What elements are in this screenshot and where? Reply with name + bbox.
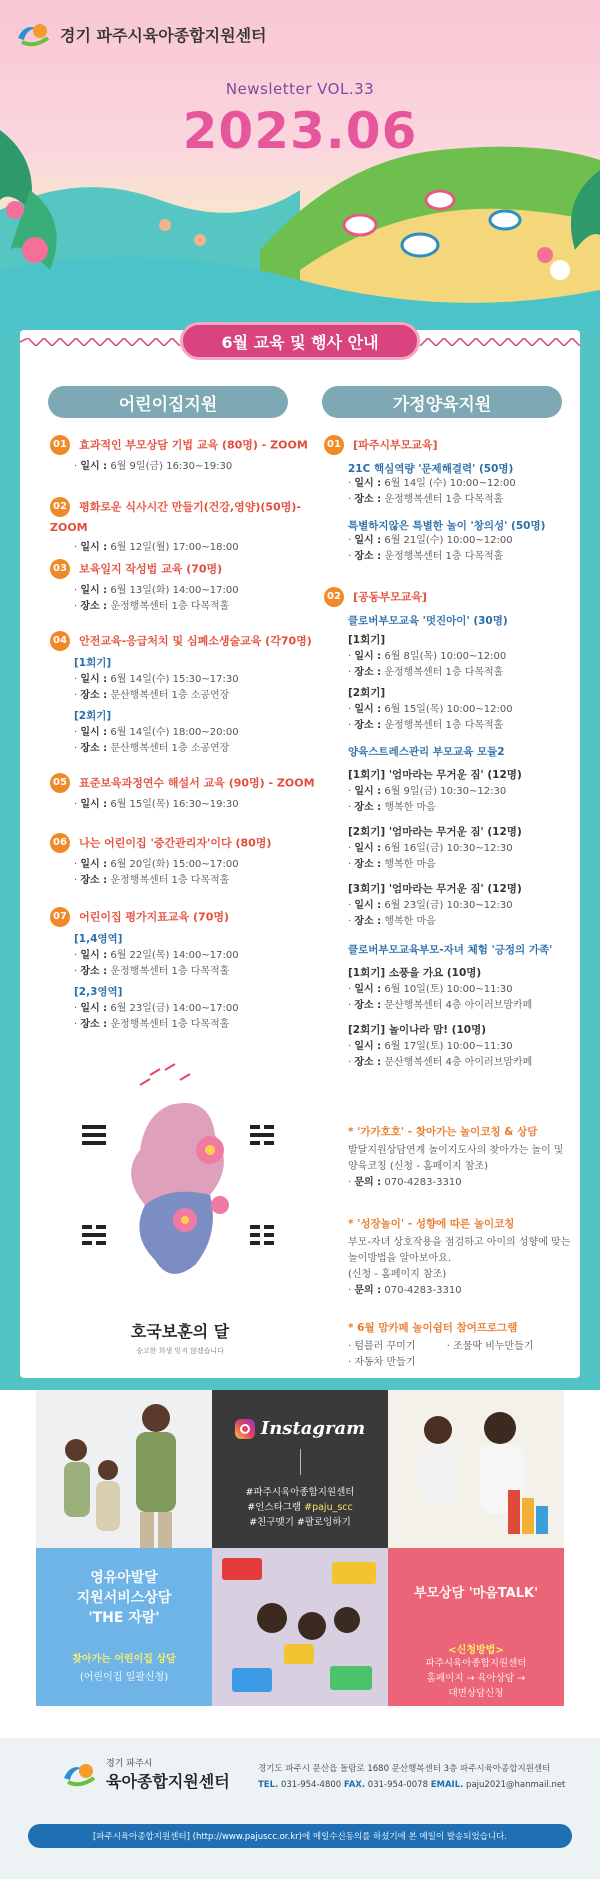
item-line: · 일시 : 6월 8일(목) 10:00~12:00 bbox=[348, 650, 507, 662]
poster-subtitle: 숭고한 희생 잊지 않겠습니다 bbox=[136, 1347, 224, 1355]
line-value: 운정행복센터 1층 다목적홀 bbox=[107, 1018, 230, 1030]
program-title[interactable]: 21C 핵심역량 '문제해결력' (50명) bbox=[348, 462, 514, 475]
fax-value: 031-954-0078 bbox=[365, 1780, 431, 1790]
item-title[interactable]: 안전교육-응급처치 및 심폐소생술교육 (각70명) bbox=[79, 634, 312, 648]
notice-body: (신청 - 홈페이지 참조) bbox=[348, 1269, 447, 1280]
item-line: · 장소 : 운정행복센터 1층 다목적홀 bbox=[348, 666, 504, 678]
item-line: · 일시 : 6월 13일(화) 14:00~17:00 bbox=[74, 584, 239, 596]
line-key: 장소 : bbox=[354, 858, 382, 870]
instagram-promo[interactable] bbox=[212, 1390, 388, 1548]
line-value: 6월 23일(금) 14:00~17:00 bbox=[107, 1002, 239, 1014]
line-value: 6월 9일(금) 10:30~12:30 bbox=[381, 785, 507, 797]
section-title-ribbon bbox=[180, 322, 420, 360]
notice-title[interactable]: * '성장놀이' - 성향에 따른 놀이코칭 bbox=[348, 1218, 515, 1230]
notice-momcafe-programs bbox=[348, 1320, 574, 1371]
line-key: 장소 : bbox=[80, 689, 108, 701]
summer-beach-illustration bbox=[0, 130, 600, 330]
left-item-02 bbox=[50, 496, 320, 556]
item-title[interactable]: 표준보육과정연수 해설서 교육 (90명) - ZOOM bbox=[79, 776, 315, 790]
session-label: [1회기] 소풍을 가요 (10명) bbox=[348, 966, 482, 979]
line-key: 일시 : bbox=[80, 798, 108, 810]
line-value: 운정행복센터 1층 다목적홀 bbox=[381, 550, 504, 562]
item-line: · 일시 : 6월 15일(목) 10:00~12:00 bbox=[348, 703, 513, 715]
line-key: 장소 : bbox=[354, 915, 382, 927]
item-line: · 장소 : 운정행복센터 1층 다목적홀 bbox=[74, 965, 230, 977]
notice-title[interactable]: * 6월 맘카페 놀이쉼터 참여프로그램 bbox=[348, 1322, 518, 1334]
line-value: 6월 14일(수) 15:30~17:30 bbox=[107, 673, 239, 685]
poster-title: 호국보훈의 달 bbox=[130, 1322, 230, 1341]
email-label: EMAIL. bbox=[430, 1780, 464, 1790]
line-key: 장소 : bbox=[354, 550, 382, 562]
contact-key: 문의 : bbox=[354, 1177, 382, 1188]
footer-address: 경기도 파주시 문산읍 돌람로 1680 문산행복센터 3층 파주시육아종합지원센터 bbox=[258, 1764, 551, 1774]
line-value: 운정행복센터 1층 다목적홀 bbox=[107, 874, 230, 886]
line-value: 6월 10일(토) 10:00~11:30 bbox=[381, 983, 513, 995]
line-value: 6월 14일(수) 18:00~20:00 bbox=[107, 726, 239, 738]
notice-body: 발달지원상담연계 놀이지도사의 찾아가는 놀이 및 bbox=[348, 1145, 564, 1156]
program-item: 조물딱 비누만들기 bbox=[453, 1341, 534, 1352]
program-title[interactable]: 클로버부모교육 '멋진아이' (30명) bbox=[348, 614, 508, 627]
daycare-support-heading bbox=[48, 386, 288, 418]
tel-value[interactable]: 031-954-4800 bbox=[278, 1780, 344, 1790]
promo-line: 지원서비스상담 bbox=[76, 1590, 172, 1606]
left-item-06 bbox=[50, 832, 320, 889]
item-line: · 일시 : 6월 20일(화) 15:00~17:00 bbox=[74, 858, 239, 870]
contact-value[interactable]: 070-4283-3310 bbox=[381, 1285, 462, 1296]
line-key: 장소 : bbox=[354, 999, 382, 1011]
line-value: 운정행복센터 1층 다목적홀 bbox=[107, 965, 230, 977]
line-value: 운정행복센터 1층 다목적홀 bbox=[381, 719, 504, 731]
line-value: 6월 9일(금) 16:30~19:30 bbox=[107, 460, 233, 472]
item-line: · 일시 : 6월 23일(금) 14:00~17:00 bbox=[74, 1002, 239, 1014]
item-line: · 일시 : 6월 14일(수) 18:00~20:00 bbox=[74, 726, 239, 738]
subscription-notice[interactable]: [파주시육아종합지원센터] (http://www.pajuscc.or.kr)에 메일수신동의를 하셨기에 본 메일이 발송되었습니다. bbox=[92, 1832, 508, 1842]
line-key: 일시 : bbox=[80, 673, 108, 685]
program-title[interactable]: 클로버부모교육부모-자녀 체험 '긍정의 가족' bbox=[348, 943, 553, 956]
contact-key: 문의 : bbox=[354, 1285, 382, 1296]
org-logo[interactable] bbox=[14, 20, 267, 48]
family-photo-block-play bbox=[388, 1390, 564, 1548]
line-value: 행복한 마음 bbox=[381, 801, 436, 813]
instagram-title: Instagram bbox=[260, 1418, 366, 1439]
item-number: 01 bbox=[324, 435, 344, 455]
promo-sub: 대면상담신청 bbox=[448, 1688, 504, 1699]
line-value: 6월 15일(목) 16:30~19:30 bbox=[107, 798, 239, 810]
item-line: · 일시 : 6월 22일(목) 14:00~17:00 bbox=[74, 949, 239, 961]
line-value: 6월 23일(금) 10:30~12:30 bbox=[381, 899, 513, 911]
item-line: · 일시 : 6월 9일(금) 16:30~19:30 bbox=[74, 460, 233, 472]
korean-flag-map-illustration bbox=[60, 1055, 300, 1305]
line-value: 6월 20일(화) 15:00~17:00 bbox=[107, 858, 239, 870]
line-key: 장소 : bbox=[80, 742, 108, 754]
session-label: [2회기] bbox=[74, 709, 112, 722]
tel-label: TEL. bbox=[258, 1780, 279, 1790]
line-key: 장소 : bbox=[354, 493, 382, 505]
item-line: · 장소 : 행복한 마음 bbox=[348, 801, 436, 813]
item-line: · 일시 : 6월 14일(수) 15:30~17:30 bbox=[74, 673, 239, 685]
section-heading: [파주시부모교육] bbox=[353, 438, 438, 452]
line-key: 일시 : bbox=[354, 785, 382, 797]
fax-label: FAX. bbox=[343, 1780, 366, 1790]
instagram-tag: #친구맺기 #팔로잉하기 bbox=[249, 1517, 351, 1528]
item-number: 06 bbox=[50, 833, 70, 853]
line-value: 운정행복센터 1층 다목적홀 bbox=[107, 600, 230, 612]
family-photo-mother-children bbox=[36, 1390, 212, 1548]
line-value: 6월 22일(목) 14:00~17:00 bbox=[107, 949, 239, 961]
instagram-icon bbox=[235, 1419, 255, 1439]
item-line: · 일시 : 6월 9일(금) 10:30~12:30 bbox=[348, 785, 507, 797]
line-value: 운정행복센터 1층 다목적홀 bbox=[381, 666, 504, 678]
item-line: · 일시 : 6월 14일 (수) 10:00~12:00 bbox=[348, 477, 516, 489]
item-number: 01 bbox=[50, 435, 70, 455]
line-value: 문산행복센터 4층 아이러브맘카페 bbox=[381, 1056, 533, 1068]
line-value: 6월 13일(화) 14:00~17:00 bbox=[107, 584, 239, 596]
line-value: 6월 14일 (수) 10:00~12:00 bbox=[381, 477, 516, 489]
session-label: [1회기] bbox=[348, 633, 386, 646]
program-item: 텀블러 꾸미기 bbox=[354, 1341, 416, 1352]
item-number: 03 bbox=[50, 559, 70, 579]
item-line: · 장소 : 문산행복센터 1층 소공연장 bbox=[74, 689, 230, 701]
line-key: 장소 : bbox=[354, 1056, 382, 1068]
line-value: 문산행복센터 4층 아이러브맘카페 bbox=[381, 999, 533, 1011]
line-value: 행복한 마음 bbox=[381, 915, 436, 927]
notice-body: 놀이방법을 알아보아요. bbox=[348, 1253, 451, 1264]
notice-body: 양육코칭 (신청 - 홈페이지 참조) bbox=[348, 1161, 489, 1172]
line-key: 일시 : bbox=[80, 858, 108, 870]
session-label: [2회기] bbox=[348, 686, 386, 699]
footer-org-small: 경기 파주시 bbox=[106, 1759, 153, 1769]
line-value: 행복한 마음 bbox=[381, 858, 436, 870]
left-item-01 bbox=[50, 434, 320, 475]
session-label: [3회기] '엄마라는 무거운 짐' (12명) bbox=[348, 882, 522, 895]
session-label: [1회기] '엄마라는 무거운 짐' (12명) bbox=[348, 768, 522, 781]
email-value[interactable]: paju2021@hanmail.net bbox=[463, 1780, 566, 1790]
promo-sub: 파주시육아종합지원센터 bbox=[425, 1658, 527, 1669]
line-key: 장소 : bbox=[354, 719, 382, 731]
line-key: 장소 : bbox=[80, 965, 108, 977]
notice-contact: · 문의 : 070-4283-3310 bbox=[348, 1177, 462, 1188]
org-name: 경기 파주시육아종합지원센터 bbox=[60, 25, 267, 45]
footer-contacts bbox=[258, 1780, 588, 1790]
session-label: [2회기] 놀이나라 맘! (10명) bbox=[348, 1023, 487, 1036]
item-line: · 장소 : 운정행복센터 1층 다목적홀 bbox=[74, 1018, 230, 1030]
newsletter-header bbox=[0, 0, 600, 330]
item-title[interactable]: 보육일지 작성법 교육 (70명) bbox=[79, 562, 223, 576]
line-value: 6월 17일(토) 10:00~11:30 bbox=[381, 1040, 513, 1052]
program-item: 자동차 만들기 bbox=[354, 1357, 416, 1368]
line-value: 6월 15일(목) 10:00~12:00 bbox=[381, 703, 513, 715]
item-line: · 일시 : 6월 15일(목) 16:30~19:30 bbox=[74, 798, 239, 810]
item-line: · 장소 : 행복한 마음 bbox=[348, 915, 436, 927]
item-title[interactable]: 평화로운 식사시간 만들기(건강,영양)(50명)- ZOOM bbox=[50, 500, 301, 534]
promo-title: 부모상담 '마음TALK' bbox=[413, 1586, 539, 1601]
notice-title[interactable]: * '가가호호' - 찾아가는 놀이코칭 & 상담 bbox=[348, 1126, 538, 1138]
item-line: · 일시 : 6월 16일(금) 10:30~12:30 bbox=[348, 842, 513, 854]
line-value: 문산행복센터 1층 소공연장 bbox=[107, 742, 230, 754]
item-line: · 장소 : 운정행복센터 1층 다목적홀 bbox=[74, 874, 230, 886]
line-key: 일시 : bbox=[80, 949, 108, 961]
item-line: · 일시 : 6월 21일(수) 10:00~12:00 bbox=[348, 534, 513, 546]
home-parenting-heading-label: 가정양육지원 bbox=[392, 394, 492, 415]
left-item-03 bbox=[50, 558, 320, 615]
section-title: 6월 교육 및 행사 안내 bbox=[221, 332, 379, 352]
the-jaram-consulting-promo[interactable] bbox=[36, 1548, 212, 1706]
item-number: 02 bbox=[324, 587, 344, 607]
parent-talk-consulting-promo[interactable] bbox=[388, 1548, 564, 1706]
line-key: 일시 : bbox=[354, 477, 382, 489]
org-logo-icon bbox=[60, 1760, 100, 1788]
session-label: [1회기] bbox=[74, 656, 112, 669]
issue-date: 2023.06 bbox=[182, 102, 418, 160]
line-key: 일시 : bbox=[80, 1002, 108, 1014]
home-parenting-heading bbox=[322, 386, 562, 418]
line-key: 장소 : bbox=[80, 874, 108, 886]
line-key: 장소 : bbox=[354, 666, 382, 678]
item-title[interactable]: 어린이집 평가지표교육 (70명) bbox=[79, 910, 230, 924]
program-title[interactable]: 양육스트레스관리 부모교육 모듈2 bbox=[348, 745, 505, 758]
line-key: 일시 : bbox=[354, 899, 382, 911]
line-key: 일시 : bbox=[354, 983, 382, 995]
item-title[interactable]: 효과적인 부모상담 기법 교육 (80명) - ZOOM bbox=[79, 438, 308, 452]
line-key: 일시 : bbox=[354, 1040, 382, 1052]
promo-grid bbox=[36, 1390, 564, 1707]
promo-sub: (어린이집 일괄신청) bbox=[79, 1672, 169, 1683]
section-heading: [공동부모교육] bbox=[353, 590, 427, 604]
item-number: 04 bbox=[50, 631, 70, 651]
left-item-04 bbox=[50, 630, 320, 757]
item-line: · 장소 : 운정행복센터 1층 다목적홀 bbox=[348, 719, 504, 731]
right-section-01 bbox=[324, 434, 574, 565]
item-line: · 장소 : 행복한 마음 bbox=[348, 858, 436, 870]
item-line: · 일시 : 6월 23일(금) 10:30~12:30 bbox=[348, 899, 513, 911]
line-key: 일시 : bbox=[80, 584, 108, 596]
line-key: 장소 : bbox=[354, 801, 382, 813]
line-key: 장소 : bbox=[80, 600, 108, 612]
line-value: 6월 21일(수) 10:00~12:00 bbox=[381, 534, 513, 546]
instagram-tag-row bbox=[212, 1500, 388, 1515]
line-key: 일시 : bbox=[354, 703, 382, 715]
line-key: 일시 : bbox=[80, 460, 108, 472]
item-title[interactable]: 나는 어린이집 '중간관리자'이다 (80명) bbox=[79, 836, 272, 850]
line-value: 6월 8일(목) 10:00~12:00 bbox=[381, 650, 507, 662]
notice-body: 부모-자녀 상호작용을 점검하고 아이의 성향에 맞는 bbox=[348, 1237, 571, 1248]
item-line: · 장소 : 문산행복센터 4층 아이러브맘카페 bbox=[348, 999, 533, 1011]
item-line: · 일시 : 6월 12일(월) 17:00~18:00 bbox=[74, 541, 239, 553]
footer-org-name: 육아종합지원센터 bbox=[106, 1772, 230, 1791]
item-number: 05 bbox=[50, 773, 70, 793]
item-line: · 장소 : 운정행복센터 1층 다목적홀 bbox=[74, 600, 230, 612]
left-item-07 bbox=[50, 906, 320, 1033]
item-line: · 일시 : 6월 17일(토) 10:00~11:30 bbox=[348, 1040, 513, 1052]
line-key: 일시 : bbox=[354, 534, 382, 546]
item-line: · 장소 : 문산행복센터 4층 아이러브맘카페 bbox=[348, 1056, 533, 1068]
footer-logo[interactable] bbox=[60, 1756, 230, 1792]
notice-play-coaching bbox=[348, 1124, 574, 1191]
memorial-month-poster bbox=[60, 1055, 300, 1355]
line-key: 일시 : bbox=[354, 842, 382, 854]
promo-sub: <신청방법> bbox=[448, 1645, 504, 1656]
program-title[interactable]: 특별하지않은 특별한 놀이 '창의성' (50명) bbox=[348, 519, 546, 532]
item-line: · 장소 : 문산행복센터 1층 소공연장 bbox=[74, 742, 230, 754]
line-value: 6월 12일(월) 17:00~18:00 bbox=[107, 541, 239, 553]
instagram-handle[interactable]: #paju_scc bbox=[304, 1502, 353, 1513]
children-lego-photo bbox=[212, 1548, 388, 1706]
instagram-tag: #인스타그램 bbox=[247, 1502, 305, 1513]
notice-contact: · 문의 : 070-4283-3310 bbox=[348, 1285, 462, 1296]
left-item-05 bbox=[50, 772, 320, 813]
contact-value[interactable]: 070-4283-3310 bbox=[381, 1177, 462, 1188]
item-line: · 장소 : 운정행복센터 1층 다목적홀 bbox=[348, 493, 504, 505]
daycare-support-heading-label: 어린이집지원 bbox=[118, 394, 218, 415]
program-list-row: · 텀블러 꾸미기 · 조물딱 비누만들기 bbox=[348, 1341, 534, 1352]
item-number: 02 bbox=[50, 497, 70, 517]
line-key: 일시 : bbox=[80, 726, 108, 738]
program-list-row: · 자동차 만들기 bbox=[348, 1357, 416, 1368]
divider bbox=[300, 1449, 301, 1475]
promo-sub: 홈페이지 → 육아상담 → bbox=[426, 1673, 526, 1684]
session-label: [1,4영역] bbox=[74, 932, 123, 945]
right-section-02 bbox=[324, 586, 574, 1071]
line-value: 운정행복센터 1층 다목적홀 bbox=[381, 493, 504, 505]
promo-line: 'THE 자람' bbox=[88, 1610, 160, 1626]
session-label: [2회기] '엄마라는 무거운 짐' (12명) bbox=[348, 825, 522, 838]
line-key: 장소 : bbox=[80, 1018, 108, 1030]
promo-sub: 찾아가는 어린이집 상담 bbox=[72, 1654, 176, 1665]
instagram-tag: #파주시육아종합지원센터 bbox=[245, 1487, 355, 1498]
promo-line: 영유아발달 bbox=[90, 1570, 158, 1586]
line-key: 일시 : bbox=[80, 541, 108, 553]
footer bbox=[0, 1738, 600, 1879]
line-value: 6월 16일(금) 10:30~12:30 bbox=[381, 842, 513, 854]
newsletter-volume: Newsletter VOL.33 bbox=[225, 80, 375, 98]
item-line: · 일시 : 6월 10일(토) 10:00~11:30 bbox=[348, 983, 513, 995]
item-number: 07 bbox=[50, 907, 70, 927]
session-label: [2,3영역] bbox=[74, 985, 123, 998]
subscription-notice-bar bbox=[28, 1824, 572, 1848]
line-value: 문산행복센터 1층 소공연장 bbox=[107, 689, 230, 701]
notice-growth-play bbox=[348, 1216, 574, 1299]
item-line: · 장소 : 운정행복센터 1층 다목적홀 bbox=[348, 550, 504, 562]
org-logo-icon bbox=[14, 20, 54, 48]
line-key: 일시 : bbox=[354, 650, 382, 662]
